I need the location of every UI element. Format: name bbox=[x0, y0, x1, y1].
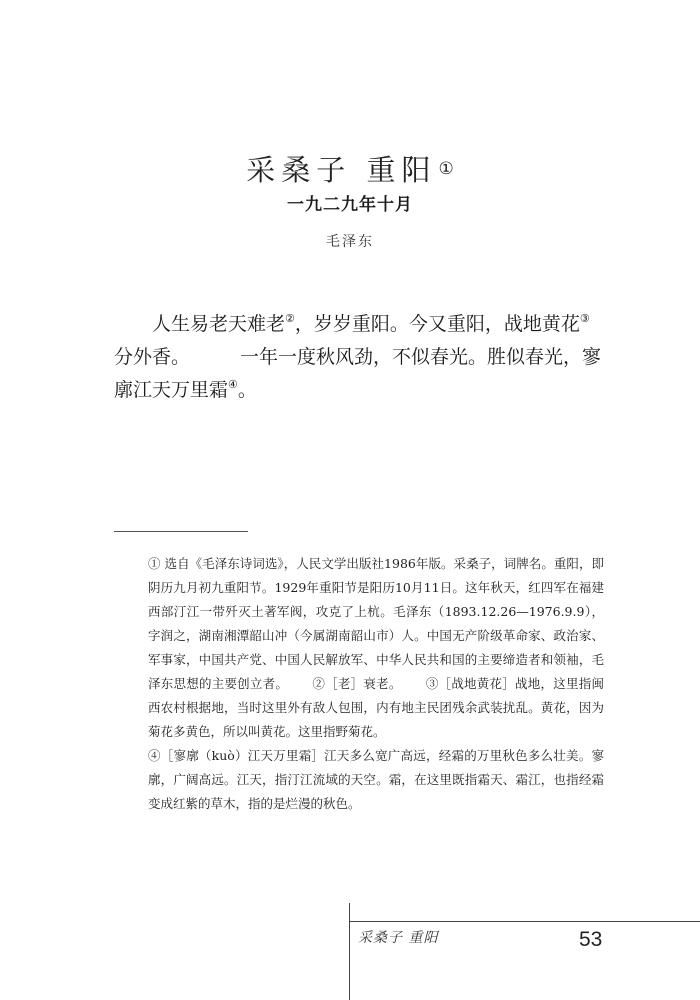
poem-text: 分外香。 bbox=[114, 346, 191, 368]
footer-vertical-rule bbox=[349, 903, 350, 1000]
footnote-text: ②［老］衰老。 bbox=[312, 676, 402, 691]
poem-text: 廓江天万里霜 bbox=[114, 379, 229, 401]
footnote-text: ③［战地黄花］战地，这里指闽西农村根据地，当时这里外有敌人包围，内有地主民团残余武装扰乱。黄花，因为菊花多黄色，所以叫黄花。这里指野菊花。 bbox=[148, 676, 604, 739]
footnote-marker: ③ bbox=[579, 312, 590, 325]
poem-text: 人生易老天难老 bbox=[152, 313, 286, 335]
poem-author: 毛泽东 bbox=[326, 234, 374, 250]
footnote-text: ① 选自《毛泽东诗词选》，人民文学出版社1986年版。采桑子，词牌名。重阳，即阴历九月初九重阳节。1929年重阳节是阳历10月11日。这年秋天，红四军在福建西部汀江一带歼灭土著军阀，攻克了上杭。毛泽东（1893.12.26—1976.9.9），字润之，湖南湘潭韶山冲（今属湖南韶山市）人。中国无产阶级革命家、政治家、军事家，中国共产党、中国人民解放军、中华人民共和国的主要缔造者和领袖，毛泽东思想的主要创立者。 bbox=[148, 556, 604, 691]
footnotes bbox=[148, 552, 604, 816]
poem-text: 一年一度秋风劲，不似春光。胜似春光，寥 bbox=[240, 346, 602, 368]
footnote-paragraph-1 bbox=[148, 552, 604, 744]
footnote-paragraph-2: ④［寥廓（kuò）江天万里霜］江天多么宽广高远，经霜的万里秋色多么壮美。寥廓，广阔高远。江天，指汀江流域的天空。霜，在这里既指霜天、霜江，也指经霜变成红紫的草木，指的是烂漫的秋色。 bbox=[148, 748, 604, 811]
poem-text: 。 bbox=[237, 379, 257, 401]
poem-line-2 bbox=[114, 341, 604, 374]
footnote-marker: ② bbox=[285, 312, 295, 325]
footnote-marker: ④ bbox=[228, 378, 238, 391]
poem-title bbox=[0, 148, 700, 189]
running-title: 采桑子 重阳 bbox=[358, 930, 439, 946]
page-number: 53 bbox=[579, 928, 603, 951]
poem-line-3 bbox=[114, 374, 604, 407]
poem-body bbox=[114, 308, 604, 407]
poem-title-text: 采桑子 重阳 bbox=[246, 153, 437, 187]
poem-line-1 bbox=[114, 308, 604, 341]
poem-text: ，岁岁重阳。今又重阳，战地黄花 bbox=[294, 313, 580, 335]
title-footnote-marker: ① bbox=[438, 159, 454, 179]
footnote-divider bbox=[114, 531, 248, 532]
poem-date: 一九二九年十月 bbox=[287, 195, 413, 215]
footer-horizontal-rule bbox=[349, 921, 700, 922]
